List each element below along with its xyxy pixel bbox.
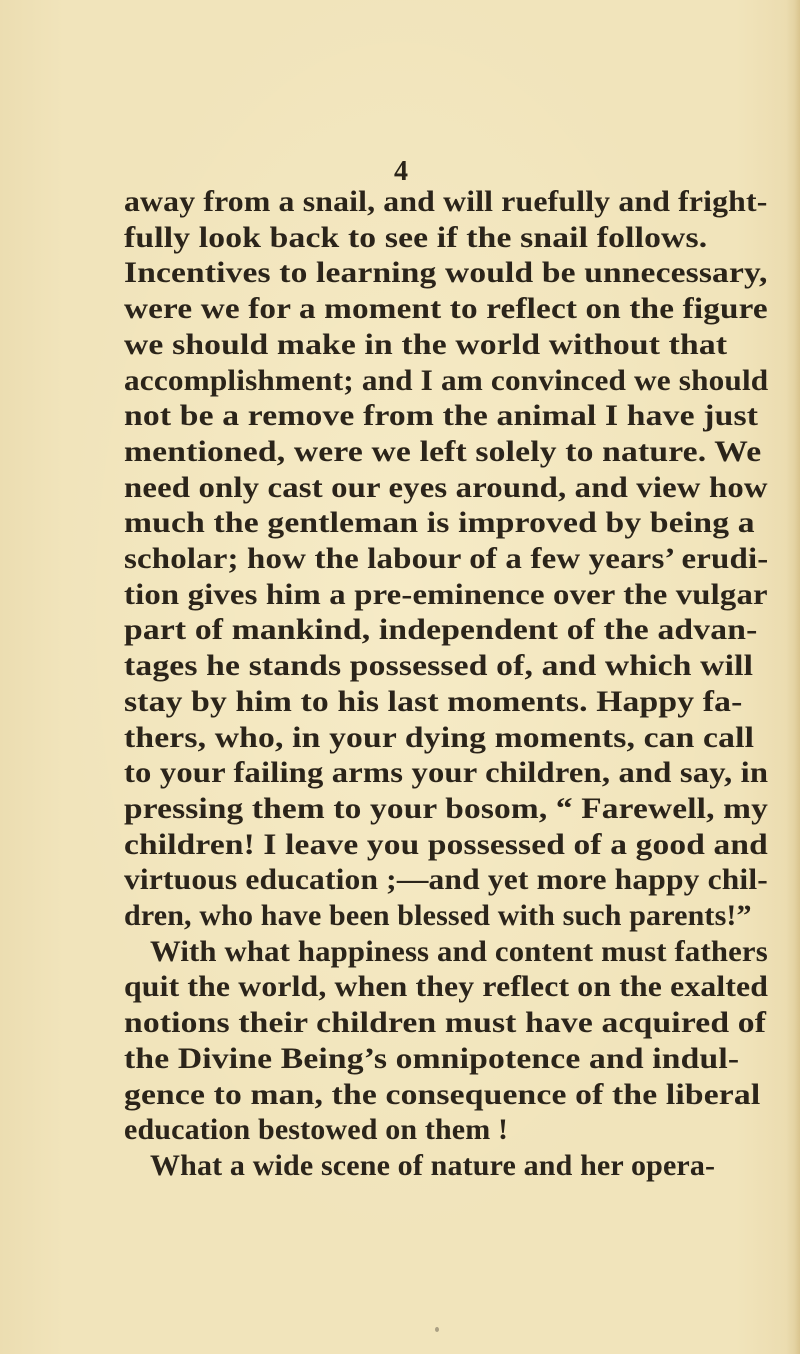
text-line: Incentives to learning would be unnecessary, [124, 256, 768, 290]
text-line: were we for a moment to reflect on the figure [124, 292, 768, 326]
text-line: away from a snail, and will ruefully and fright- [124, 185, 768, 218]
text-line: much the gentleman is improved by being a [124, 506, 755, 540]
text-line: tages he stands possessed of, and which will [124, 649, 754, 683]
text-line: pressing them to your bosom, “ Farewell, my [124, 791, 768, 825]
text-line: dren, who have been blessed with such parents!” [124, 899, 752, 932]
text-line: notions their children must have acquired of [124, 1006, 767, 1040]
text-line: accomplishment; and I am convinced we should [124, 363, 769, 397]
text-line: scholar; how the labour of a few years’ erudi- [124, 542, 769, 575]
page-edge-shadow [786, 0, 800, 1354]
text-line: What a wide scene of nature and her opera- [150, 1148, 716, 1182]
ink-speck [435, 1327, 439, 1332]
text-line: the Divine Being’s omnipotence and indul- [124, 1041, 740, 1075]
text-line: part of mankind, independent of the advan- [124, 613, 758, 647]
text-line: virtuous education ;—and yet more happy chil- [124, 863, 768, 897]
text-line: we should make in the world without that [124, 327, 728, 361]
text-line: mentioned, were we left solely to nature. We [124, 434, 762, 468]
text-line: education bestowed on them ! [124, 1113, 509, 1147]
text-line: tion gives him a pre-eminence over the vulgar [124, 577, 768, 611]
text-line: With what happiness and content must fathers [150, 934, 768, 968]
text-line: not be a remove from the animal I have just [124, 399, 759, 433]
text-line: need only cast our eyes around, and view how [124, 470, 768, 504]
text-line: children! I leave you possessed of a good and [124, 827, 768, 861]
page-number: 4 [394, 156, 408, 187]
text-line: to your failing arms your children, and say, in [124, 756, 769, 790]
text-line: stay by him to his last moments. Happy fa- [124, 684, 743, 718]
text-line: fully look back to see if the snail follows. [124, 220, 708, 254]
text-line: thers, who, in your dying moments, can call [124, 720, 755, 754]
text-line: quit the world, when they reflect on the exalted [124, 970, 769, 1004]
text-line: gence to man, the consequence of the liberal [124, 1077, 761, 1111]
